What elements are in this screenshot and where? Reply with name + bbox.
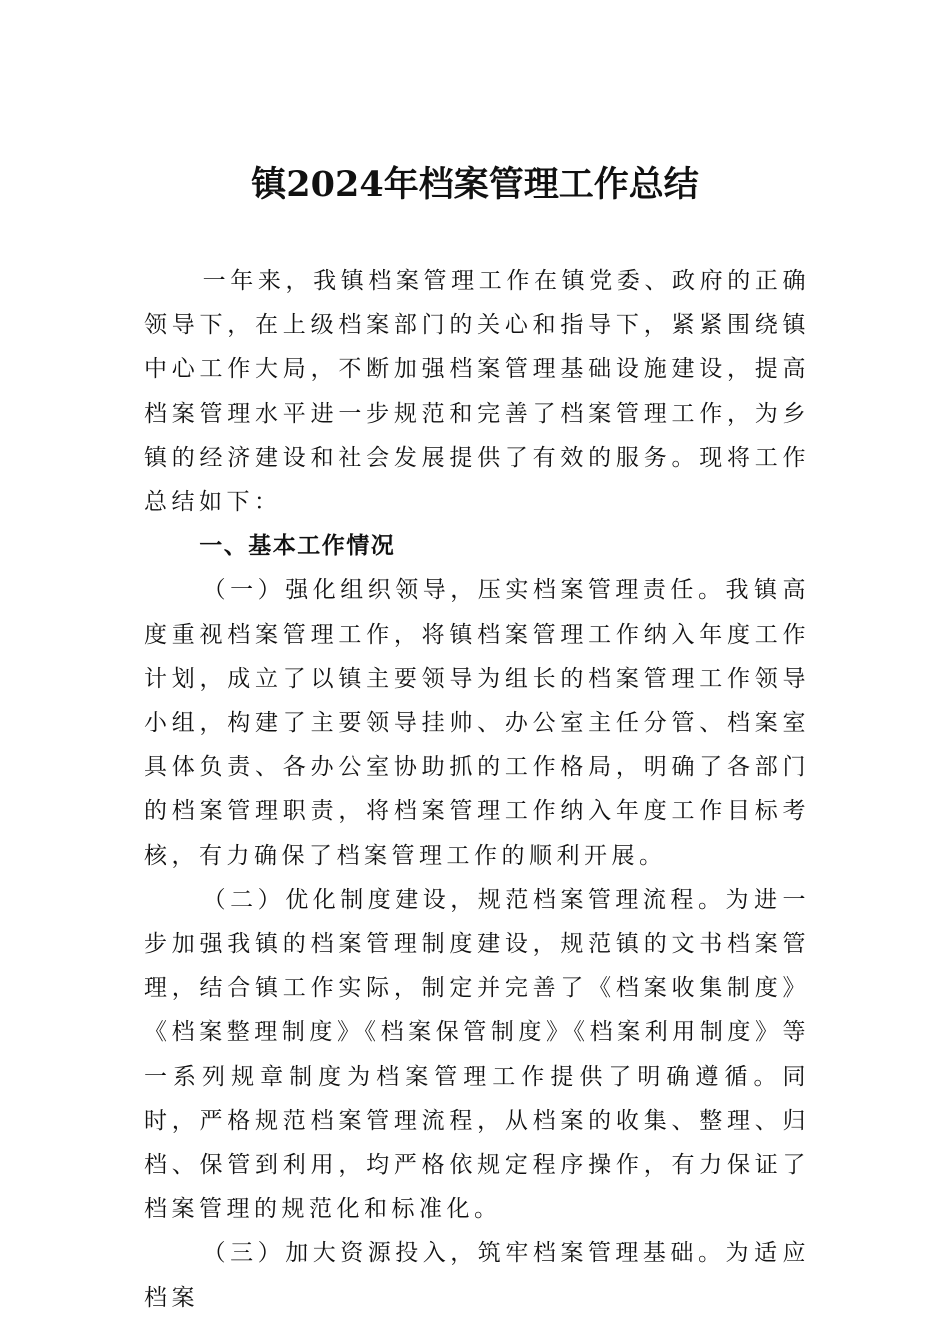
item-3-text: 为适应档案 bbox=[144, 1240, 811, 1311]
item-1-lead: （一）强化组织领导，压实档案管理责任。 bbox=[202, 577, 726, 604]
section-heading-basic-work: 一、基本工作情况 bbox=[199, 533, 396, 560]
item-2-lead: （二）优化制度建设，规范档案管理流程。 bbox=[202, 886, 726, 913]
paragraph-item-1 bbox=[144, 568, 810, 877]
item-1-text: 我镇高度重视档案管理工作，将镇档案管理工作纳入年度工作计划，成立了以镇主要领导为组长的档案管理工作领导小组，构建了主要领导挂帅、办公室主任分管、档案室具体负责、各办公室协助抓的工作格局，明确了各部门的档案管理职责，将档案管理工作纳入年度工作目标考核，有力确保了档案管理工作的顺利开展。 bbox=[144, 577, 811, 869]
intro-paragraph: 一年来，我镇档案管理工作在镇党委、政府的正确领导下，在上级档案部门的关心和指导下，紧紧围绕镇中心工作大局，不断加强档案管理基础设施建设，提高档案管理水平进一步规范和完善了档案管理工作，为乡镇的经济建设和社会发展提供了有效的服务。现将工作总结如下： bbox=[144, 268, 810, 516]
paragraph-item-2 bbox=[144, 878, 810, 1232]
document-body bbox=[144, 259, 810, 1320]
item-2-text: 为进一步加强我镇的档案管理制度建设，规范镇的文书档案管理，结合镇工作实际，制定并完善了《档案收集制度》《档案整理制度》《档案保管制度》《档案利用制度》等一系列规章制度为档案管理工作提供了明确遵循。同时，严格规范档案管理流程，从档案的收集、整理、归档、保管到利用，均严格依规定程序操作，有力保证了档案管理的规范化和标准化。 bbox=[144, 886, 811, 1223]
item-3-lead: （三）加大资源投入，筑牢档案管理基础。 bbox=[202, 1240, 726, 1267]
paragraph-item-3 bbox=[144, 1231, 810, 1319]
document-title: 镇2024年档案管理工作总结 bbox=[251, 164, 699, 205]
